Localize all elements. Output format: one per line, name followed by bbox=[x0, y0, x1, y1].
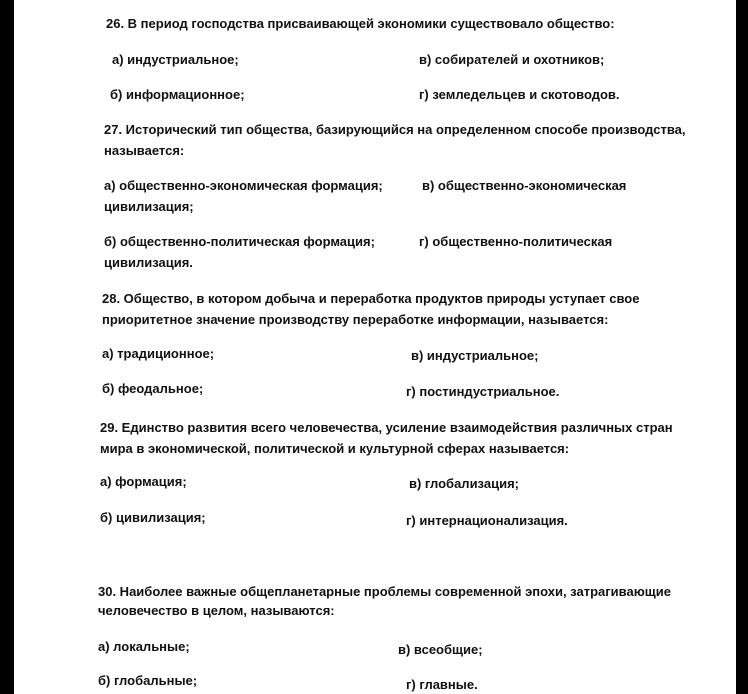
q29-option-v: в) глобализация; bbox=[409, 476, 519, 491]
q30-option-a: а) локальные; bbox=[98, 639, 190, 654]
q27-question-line2: называется: bbox=[104, 143, 185, 158]
q26-question: 26. В период господства присваивающей экономики существовало общество: bbox=[106, 16, 615, 31]
q28-question-line2: приоритетное значение производству переработке информации, называется: bbox=[102, 312, 609, 327]
q27-option-g: г) общественно-политическая bbox=[419, 234, 613, 249]
document-page bbox=[14, 0, 736, 694]
q26-option-b: б) информационное; bbox=[110, 87, 245, 102]
q29-question-line2: мира в экономической, политической и культурной сферах называется: bbox=[100, 441, 570, 456]
q26-option-g: г) земледельцев и скотоводов. bbox=[419, 87, 620, 102]
q27-question-line1: 27. Исторический тип общества, базирующийся на определенном способе производства, bbox=[104, 122, 686, 137]
q28-option-b: б) феодальное; bbox=[102, 381, 204, 396]
q27-option-b-line1: б) общественно-политическая формация; bbox=[104, 234, 375, 249]
q27-option-b-line2: цивилизация. bbox=[104, 255, 193, 270]
q29-option-a: а) формация; bbox=[100, 474, 187, 489]
q29-question-line1: 29. Единство развития всего человечества, усиление взаимодействия различных стран bbox=[100, 420, 673, 435]
q28-option-v: в) индустриальное; bbox=[411, 348, 539, 363]
q30-question-line1: 30. Наиболее важные общепланетарные проблемы современной эпохи, затрагивающие bbox=[98, 584, 671, 599]
q28-option-a: а) традиционное; bbox=[102, 346, 215, 361]
q30-question-line2: человечество в целом, называются: bbox=[98, 603, 335, 618]
q27-option-v: в) общественно-экономическая bbox=[422, 178, 627, 193]
q30-option-v: в) всеобщие; bbox=[398, 642, 483, 657]
q28-question-line1: 28. Общество, в котором добыча и переработка продуктов природы уступает свое bbox=[102, 291, 640, 306]
q27-option-a-line2: цивилизация; bbox=[104, 199, 194, 214]
q30-option-b: б) глобальные; bbox=[98, 673, 198, 688]
q29-option-g: г) интернационализация. bbox=[406, 513, 568, 528]
q30-option-g: г) главные. bbox=[406, 677, 478, 692]
q27-option-a-line1: а) общественно-экономическая формация; bbox=[104, 178, 383, 193]
q26-option-v: в) собирателей и охотников; bbox=[419, 52, 605, 67]
q26-option-a: а) индустриальное; bbox=[112, 52, 239, 67]
q29-option-b: б) цивилизация; bbox=[100, 510, 206, 525]
q28-option-g: г) постиндустриальное. bbox=[406, 384, 560, 399]
